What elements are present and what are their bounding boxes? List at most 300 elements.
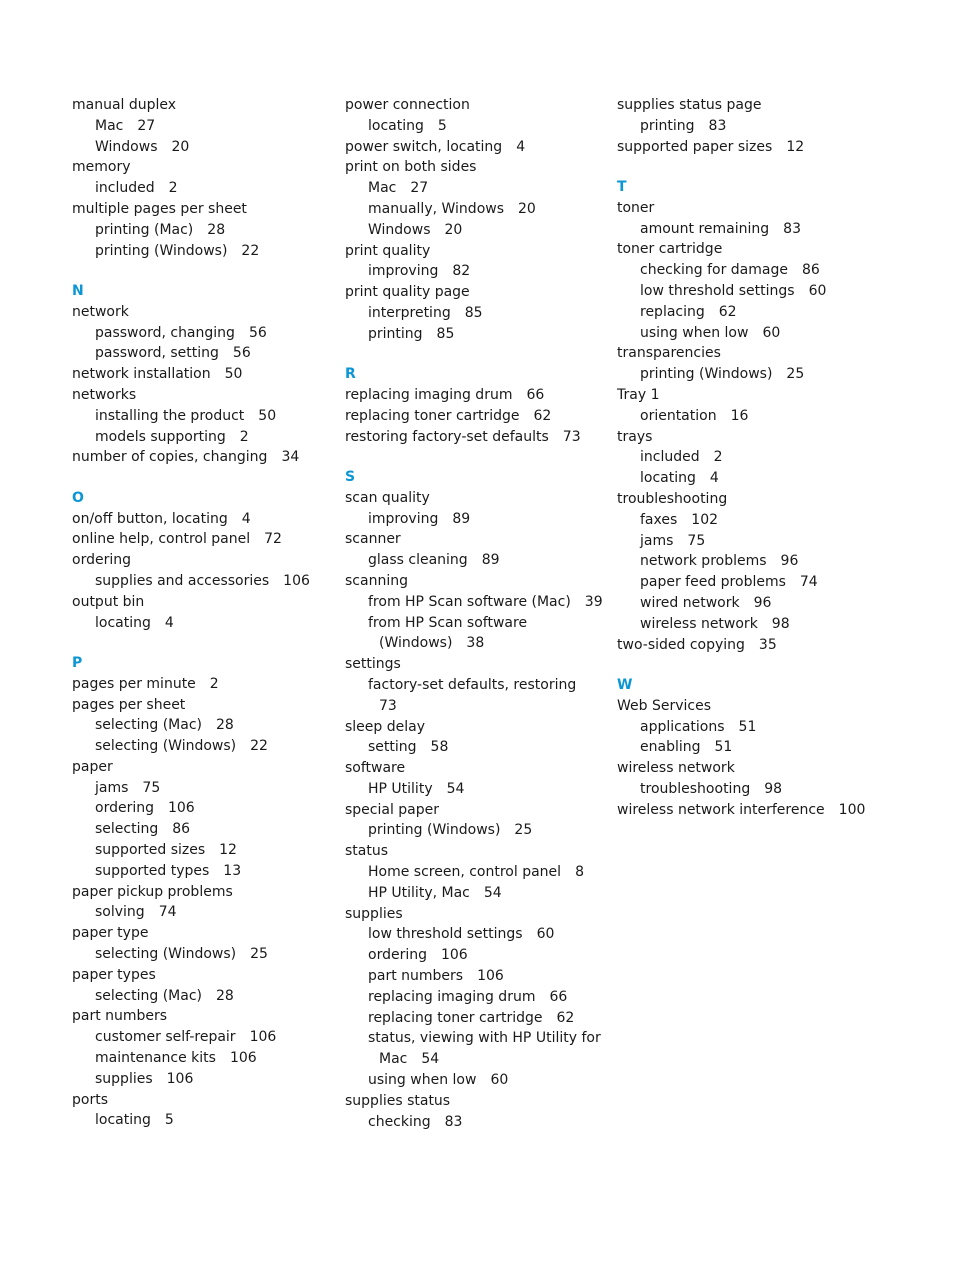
index-term: maintenance kits bbox=[95, 1050, 216, 1067]
index-term: orientation bbox=[640, 407, 717, 424]
index-term: network bbox=[72, 303, 129, 320]
page-number-link[interactable]: 8 bbox=[575, 864, 584, 881]
index-subentry bbox=[345, 820, 607, 841]
index-subentry bbox=[345, 945, 607, 966]
index-subentry bbox=[72, 944, 334, 965]
index-letter-heading bbox=[72, 281, 334, 302]
page-number-link[interactable]: 12 bbox=[786, 138, 805, 155]
index-entry bbox=[617, 137, 917, 158]
index-subentry-continuation bbox=[345, 696, 607, 717]
index-entry bbox=[617, 758, 917, 779]
index-subentry bbox=[345, 1112, 607, 1133]
index-subentry bbox=[617, 323, 917, 344]
page-number-link[interactable]: 75 bbox=[687, 532, 706, 549]
index-subentry bbox=[617, 219, 917, 240]
page-number-link[interactable]: 4 bbox=[516, 138, 526, 155]
index-subentry bbox=[72, 902, 334, 923]
index-term: selecting (Windows) bbox=[95, 946, 237, 963]
index-term: replacing toner cartridge bbox=[345, 407, 520, 424]
index-subentry bbox=[72, 427, 334, 448]
index-subentry bbox=[72, 798, 334, 819]
index-term: installing the product bbox=[95, 407, 245, 424]
page-number-link[interactable]: 106 bbox=[477, 968, 504, 985]
index-term: Windows bbox=[368, 221, 431, 238]
index-term: network installation bbox=[72, 366, 211, 383]
index-subentry bbox=[72, 241, 334, 262]
page-number-link[interactable]: 28 bbox=[215, 987, 234, 1004]
page-number-link[interactable]: 89 bbox=[452, 510, 471, 527]
index-term: scanning bbox=[345, 572, 408, 589]
index-term: ordering bbox=[95, 800, 154, 817]
page-number-link[interactable]: 106 bbox=[283, 572, 310, 589]
page-number-link[interactable]: 5 bbox=[164, 1112, 174, 1129]
index-term: HP Utility bbox=[368, 780, 433, 797]
index-term: print on both sides bbox=[345, 159, 477, 176]
index-term: part numbers bbox=[368, 968, 464, 985]
index-entry bbox=[72, 965, 334, 986]
page-number-link[interactable]: 86 bbox=[172, 821, 191, 838]
index-term: printing bbox=[368, 325, 423, 342]
index-term: paper types bbox=[72, 966, 156, 983]
page-number-link[interactable]: 86 bbox=[801, 262, 820, 279]
page-number-link[interactable]: 106 bbox=[166, 1070, 194, 1087]
index-subentry bbox=[72, 840, 334, 861]
page-number-link[interactable]: 27 bbox=[410, 180, 429, 197]
index-entry bbox=[345, 385, 607, 406]
index-entry bbox=[72, 674, 334, 695]
index-entry bbox=[72, 882, 334, 903]
index-term: wireless network bbox=[640, 615, 758, 632]
index-term: ordering bbox=[368, 947, 427, 964]
index-term: troubleshooting bbox=[617, 490, 728, 507]
index-term: settings bbox=[345, 656, 401, 673]
page-number-link[interactable]: 58 bbox=[430, 739, 449, 756]
index-term: using when low bbox=[368, 1072, 477, 1089]
index-letter-heading bbox=[345, 467, 607, 488]
page-number-link[interactable]: 25 bbox=[786, 366, 805, 383]
index-term: trays bbox=[617, 428, 653, 445]
page-number-link[interactable]: 27 bbox=[137, 117, 156, 134]
index-entry bbox=[72, 447, 334, 468]
index-term: (Windows) bbox=[379, 635, 453, 652]
index-subentry bbox=[345, 613, 607, 634]
index-term: pages per sheet bbox=[72, 696, 186, 713]
index-entry bbox=[617, 95, 917, 116]
index-term: supported sizes bbox=[95, 842, 206, 859]
page-number-link[interactable]: 25 bbox=[250, 946, 268, 963]
letter-label: O bbox=[72, 489, 84, 506]
index-term: wireless network interference bbox=[617, 801, 825, 818]
page-number-link[interactable]: 106 bbox=[167, 800, 195, 817]
index-term: multiple pages per sheet bbox=[72, 200, 247, 217]
index-term: supplies bbox=[345, 905, 403, 922]
letter-label: S bbox=[345, 468, 356, 485]
index-term: jams bbox=[95, 779, 129, 796]
page-number-link[interactable]: 106 bbox=[229, 1050, 257, 1067]
index-entry bbox=[72, 1006, 334, 1027]
index-term: Web Services bbox=[617, 697, 712, 714]
page-number-link[interactable]: 98 bbox=[771, 615, 790, 632]
index-term: Windows bbox=[95, 138, 158, 155]
index-subentry bbox=[345, 303, 607, 324]
index-term: online help, control panel bbox=[72, 531, 251, 548]
index-letter-heading bbox=[72, 653, 334, 674]
index-letter-heading bbox=[617, 177, 917, 198]
page-number-link[interactable]: 16 bbox=[730, 407, 749, 424]
index-letter-heading bbox=[345, 364, 607, 385]
index-subentry bbox=[617, 614, 917, 635]
index-term: ports bbox=[72, 1091, 108, 1108]
index-subentry bbox=[345, 862, 607, 883]
index-term: checking bbox=[368, 1113, 431, 1130]
letter-label: P bbox=[72, 654, 83, 671]
index-term: power connection bbox=[345, 97, 470, 113]
index-subentry bbox=[72, 861, 334, 882]
index-term: toner cartridge bbox=[617, 241, 723, 258]
page-number-link[interactable]: 20 bbox=[171, 138, 190, 155]
index-subentry bbox=[72, 819, 334, 840]
page-number-link[interactable]: 96 bbox=[753, 594, 772, 611]
index-term: from HP Scan software (Mac) bbox=[368, 593, 571, 610]
index-term: password, setting bbox=[95, 345, 219, 362]
index-term: Tray 1 bbox=[617, 386, 660, 403]
index-entry bbox=[617, 696, 917, 717]
index-term: supplies and accessories bbox=[95, 572, 270, 589]
index-term: low threshold settings bbox=[640, 282, 795, 299]
index-subentry bbox=[345, 199, 607, 220]
index-term: replacing imaging drum bbox=[368, 988, 536, 1005]
index-subentry bbox=[617, 406, 917, 427]
index-term: included bbox=[95, 180, 155, 197]
index-subentry bbox=[72, 220, 334, 241]
index-entry bbox=[345, 488, 607, 509]
index-subentry bbox=[345, 220, 607, 241]
index-entry bbox=[345, 95, 607, 116]
index-entry bbox=[72, 592, 334, 613]
index-term: status bbox=[345, 843, 389, 860]
page-number-link[interactable]: 34 bbox=[281, 449, 300, 466]
index-entry bbox=[617, 343, 917, 364]
index-term: selecting bbox=[95, 821, 159, 838]
page-number-link[interactable]: 100 bbox=[838, 801, 866, 818]
index-subentry bbox=[345, 1028, 607, 1049]
page-number-link[interactable]: 54 bbox=[483, 884, 502, 901]
page-number-link[interactable]: 85 bbox=[464, 304, 483, 321]
index-subentry bbox=[345, 509, 607, 530]
index-entry bbox=[72, 529, 334, 550]
index-term: number of copies, changing bbox=[72, 449, 268, 466]
page-number-link[interactable]: 83 bbox=[444, 1113, 463, 1130]
index-subentry bbox=[72, 986, 334, 1007]
index-term: locating bbox=[368, 117, 424, 134]
page-number-link[interactable]: 2 bbox=[239, 428, 249, 445]
page-number-link[interactable]: 66 bbox=[549, 988, 568, 1005]
index-entry bbox=[345, 571, 607, 592]
index-entry bbox=[617, 427, 917, 448]
page-number-link[interactable]: 60 bbox=[490, 1072, 509, 1089]
index-subentry bbox=[345, 550, 607, 571]
index-entry bbox=[345, 427, 607, 448]
index-term: ordering bbox=[72, 552, 131, 569]
index-term: locating bbox=[95, 1112, 151, 1129]
page-number-link[interactable]: 82 bbox=[452, 263, 471, 280]
index-subentry-continuation bbox=[345, 633, 607, 654]
index-subentry bbox=[617, 779, 917, 800]
page-number-link[interactable]: 60 bbox=[808, 282, 827, 299]
page-number-link[interactable]: 4 bbox=[164, 614, 174, 631]
index-letter-heading bbox=[617, 675, 917, 696]
index-term: printing (Mac) bbox=[95, 221, 194, 238]
index-entry bbox=[72, 199, 334, 220]
index-subentry bbox=[345, 675, 607, 696]
index-subentry bbox=[72, 1048, 334, 1069]
page-number-link[interactable]: 83 bbox=[783, 220, 801, 237]
page-number-link[interactable]: 62 bbox=[556, 1009, 575, 1026]
index-subentry bbox=[617, 551, 917, 572]
index-term: pages per minute bbox=[72, 675, 196, 692]
page-number-link[interactable]: 50 bbox=[258, 407, 277, 424]
page-number-link[interactable]: 54 bbox=[446, 780, 465, 797]
page-number-link[interactable]: 98 bbox=[764, 780, 783, 797]
letter-label: R bbox=[345, 366, 356, 383]
index-subentry bbox=[72, 613, 334, 634]
index-subentry bbox=[617, 281, 917, 302]
page-number-link[interactable]: 75 bbox=[142, 779, 161, 796]
index-term: solving bbox=[95, 904, 145, 921]
index-term: HP Utility, Mac bbox=[368, 884, 470, 901]
index-term: supplies status bbox=[345, 1092, 451, 1109]
index-entry bbox=[72, 157, 334, 178]
page-number-link[interactable]: 96 bbox=[780, 553, 799, 570]
index-subentry bbox=[72, 736, 334, 757]
page-number-link[interactable]: 22 bbox=[250, 738, 268, 755]
page-number-link[interactable]: 5 bbox=[437, 117, 447, 134]
page-number-link[interactable]: 62 bbox=[718, 303, 737, 320]
page-number-link[interactable]: 85 bbox=[436, 325, 455, 342]
index-entry bbox=[72, 757, 334, 778]
index-term: paper feed problems bbox=[640, 574, 786, 591]
index-entry bbox=[72, 695, 334, 716]
page-number-link[interactable]: 2 bbox=[209, 675, 219, 692]
index-subentry bbox=[617, 593, 917, 614]
index-subentry bbox=[345, 592, 607, 613]
index-subentry bbox=[345, 324, 607, 345]
page-number-link[interactable]: 28 bbox=[215, 717, 234, 734]
index-term: supplies bbox=[95, 1070, 153, 1087]
index-subentry bbox=[617, 572, 917, 593]
page-number-link[interactable]: 54 bbox=[421, 1051, 440, 1068]
page-number-link[interactable]: 106 bbox=[249, 1029, 277, 1046]
page-number-link[interactable]: 102 bbox=[691, 511, 719, 528]
index-term: toner bbox=[617, 199, 655, 216]
index-letter-heading bbox=[72, 488, 334, 509]
index-term: scanner bbox=[345, 531, 401, 548]
index-entry bbox=[345, 282, 607, 303]
index-term: manually, Windows bbox=[368, 200, 505, 217]
index-entry bbox=[72, 1090, 334, 1111]
index-term: paper type bbox=[72, 925, 149, 942]
index-entry bbox=[617, 239, 917, 260]
index-entry bbox=[72, 95, 334, 116]
index-entry bbox=[72, 302, 334, 323]
page-number-link[interactable]: 20 bbox=[444, 221, 463, 238]
index-column-3 bbox=[617, 95, 917, 820]
index-subentry bbox=[617, 447, 917, 468]
index-term: supplies status page bbox=[617, 97, 762, 113]
index-term: printing (Windows) bbox=[640, 366, 773, 383]
index-term: supported paper sizes bbox=[617, 138, 773, 155]
index-term: scan quality bbox=[345, 489, 430, 506]
index-subentry bbox=[72, 178, 334, 199]
index-term: 73 bbox=[379, 697, 397, 714]
index-entry bbox=[345, 137, 607, 158]
index-term: output bin bbox=[72, 593, 145, 610]
page-number-link[interactable]: 28 bbox=[207, 221, 226, 238]
index-term: special paper bbox=[345, 801, 440, 818]
index-subentry bbox=[72, 1027, 334, 1048]
page-number-link[interactable]: 25 bbox=[514, 822, 533, 839]
page-number-link[interactable]: 74 bbox=[158, 904, 177, 921]
index-subentry bbox=[617, 531, 917, 552]
page-number-link[interactable]: 2 bbox=[168, 180, 178, 197]
index-term: amount remaining bbox=[640, 220, 770, 237]
index-term: selecting (Mac) bbox=[95, 987, 202, 1004]
page-number-link[interactable]: 4 bbox=[709, 470, 719, 487]
index-term: applications bbox=[640, 718, 725, 735]
page-number-link[interactable]: 13 bbox=[223, 862, 242, 879]
page-number-link[interactable]: 2 bbox=[713, 449, 723, 466]
index-term: faxes bbox=[640, 511, 678, 528]
index-subentry bbox=[617, 116, 917, 137]
page-number-link[interactable]: 74 bbox=[799, 574, 818, 591]
index-subentry bbox=[345, 261, 607, 282]
index-term: printing (Windows) bbox=[368, 822, 501, 839]
index-term: restoring factory-set defaults bbox=[345, 428, 549, 445]
index-entry bbox=[345, 654, 607, 675]
index-subentry bbox=[72, 1069, 334, 1090]
page-number-link[interactable]: 72 bbox=[264, 531, 282, 548]
index-subentry bbox=[72, 343, 334, 364]
index-subentry bbox=[72, 571, 334, 592]
index-term: selecting (Windows) bbox=[95, 738, 237, 755]
page-number-link[interactable]: 56 bbox=[232, 345, 251, 362]
index-entry bbox=[345, 717, 607, 738]
page-number-link[interactable]: 60 bbox=[536, 926, 555, 943]
index-term: Mac bbox=[95, 117, 124, 134]
index-term: troubleshooting bbox=[640, 780, 751, 797]
index-term: interpreting bbox=[368, 304, 451, 321]
page-number-link[interactable]: 38 bbox=[466, 635, 485, 652]
page-number-link[interactable]: 20 bbox=[518, 200, 536, 217]
index-term: status, viewing with HP Utility for bbox=[368, 1030, 601, 1047]
page-number-link[interactable]: 62 bbox=[533, 407, 552, 424]
index-subentry-continuation bbox=[345, 1049, 607, 1070]
index-term: print quality page bbox=[345, 284, 470, 301]
page-number-link[interactable]: 12 bbox=[219, 842, 237, 859]
index-entry bbox=[345, 904, 607, 925]
index-subentry bbox=[617, 302, 917, 323]
index-term: wireless network bbox=[617, 760, 735, 777]
index-term: password, changing bbox=[95, 324, 235, 341]
index-term: Mac bbox=[379, 1051, 408, 1068]
index-column-2 bbox=[345, 95, 607, 1132]
index-term: locating bbox=[95, 614, 151, 631]
index-subentry bbox=[617, 364, 917, 385]
index-term: manual duplex bbox=[72, 97, 177, 113]
index-subentry bbox=[345, 779, 607, 800]
index-term: jams bbox=[640, 532, 674, 549]
index-entry bbox=[617, 489, 917, 510]
index-entry bbox=[617, 385, 917, 406]
index-term: from HP Scan software bbox=[368, 614, 528, 631]
index-term: low threshold settings bbox=[368, 926, 523, 943]
index-subentry bbox=[345, 883, 607, 904]
page-number-link[interactable]: 50 bbox=[224, 366, 243, 383]
page-number-link[interactable]: 22 bbox=[241, 242, 260, 259]
page-number-link[interactable]: 35 bbox=[758, 636, 777, 653]
index-term: transparencies bbox=[617, 345, 721, 362]
index-term: wired network bbox=[640, 594, 740, 611]
page-number-link[interactable]: 51 bbox=[714, 739, 733, 756]
index-subentry bbox=[617, 260, 917, 281]
index-term: Mac bbox=[368, 180, 397, 197]
index-term: paper pickup problems bbox=[72, 883, 233, 900]
page-number-link[interactable]: 39 bbox=[584, 593, 603, 610]
index-term: models supporting bbox=[95, 428, 226, 445]
index-subentry bbox=[345, 178, 607, 199]
index-term: network problems bbox=[640, 553, 767, 570]
index-term: paper bbox=[72, 758, 113, 775]
page-number-link[interactable]: 60 bbox=[762, 324, 781, 341]
page-number-link[interactable]: 66 bbox=[526, 386, 545, 403]
page-number-link[interactable]: 56 bbox=[248, 324, 267, 341]
page-number-link[interactable]: 73 bbox=[562, 428, 581, 445]
page-number-link[interactable]: 89 bbox=[481, 552, 500, 569]
index-term: setting bbox=[368, 739, 417, 756]
index-term: memory bbox=[72, 159, 131, 176]
index-subentry bbox=[72, 116, 334, 137]
index-term: included bbox=[640, 449, 700, 466]
index-entry bbox=[617, 800, 917, 821]
index-term: replacing imaging drum bbox=[345, 386, 513, 403]
index-subentry bbox=[72, 715, 334, 736]
index-entry bbox=[345, 406, 607, 427]
index-term: enabling bbox=[640, 739, 701, 756]
index-term: glass cleaning bbox=[368, 552, 468, 569]
page-number-link[interactable]: 83 bbox=[708, 117, 727, 134]
index-entry bbox=[617, 635, 917, 656]
page-number-link[interactable]: 51 bbox=[738, 718, 757, 735]
index-entry bbox=[72, 923, 334, 944]
letter-label: T bbox=[617, 178, 627, 195]
index-term: part numbers bbox=[72, 1008, 168, 1025]
index-entry bbox=[345, 157, 607, 178]
index-term: replacing toner cartridge bbox=[368, 1009, 543, 1026]
index-subentry bbox=[617, 717, 917, 738]
index-entry bbox=[72, 385, 334, 406]
index-subentry bbox=[345, 1008, 607, 1029]
index-column-1 bbox=[72, 95, 334, 1131]
page-number-link[interactable]: 106 bbox=[440, 947, 468, 964]
index-entry bbox=[345, 841, 607, 862]
letter-label: N bbox=[72, 282, 84, 299]
index-subentry bbox=[72, 137, 334, 158]
index-subentry bbox=[345, 966, 607, 987]
index-term: locating bbox=[640, 470, 696, 487]
index-term: networks bbox=[72, 386, 137, 403]
page-number-link[interactable]: 4 bbox=[241, 510, 251, 527]
index-term: supported types bbox=[95, 862, 210, 879]
